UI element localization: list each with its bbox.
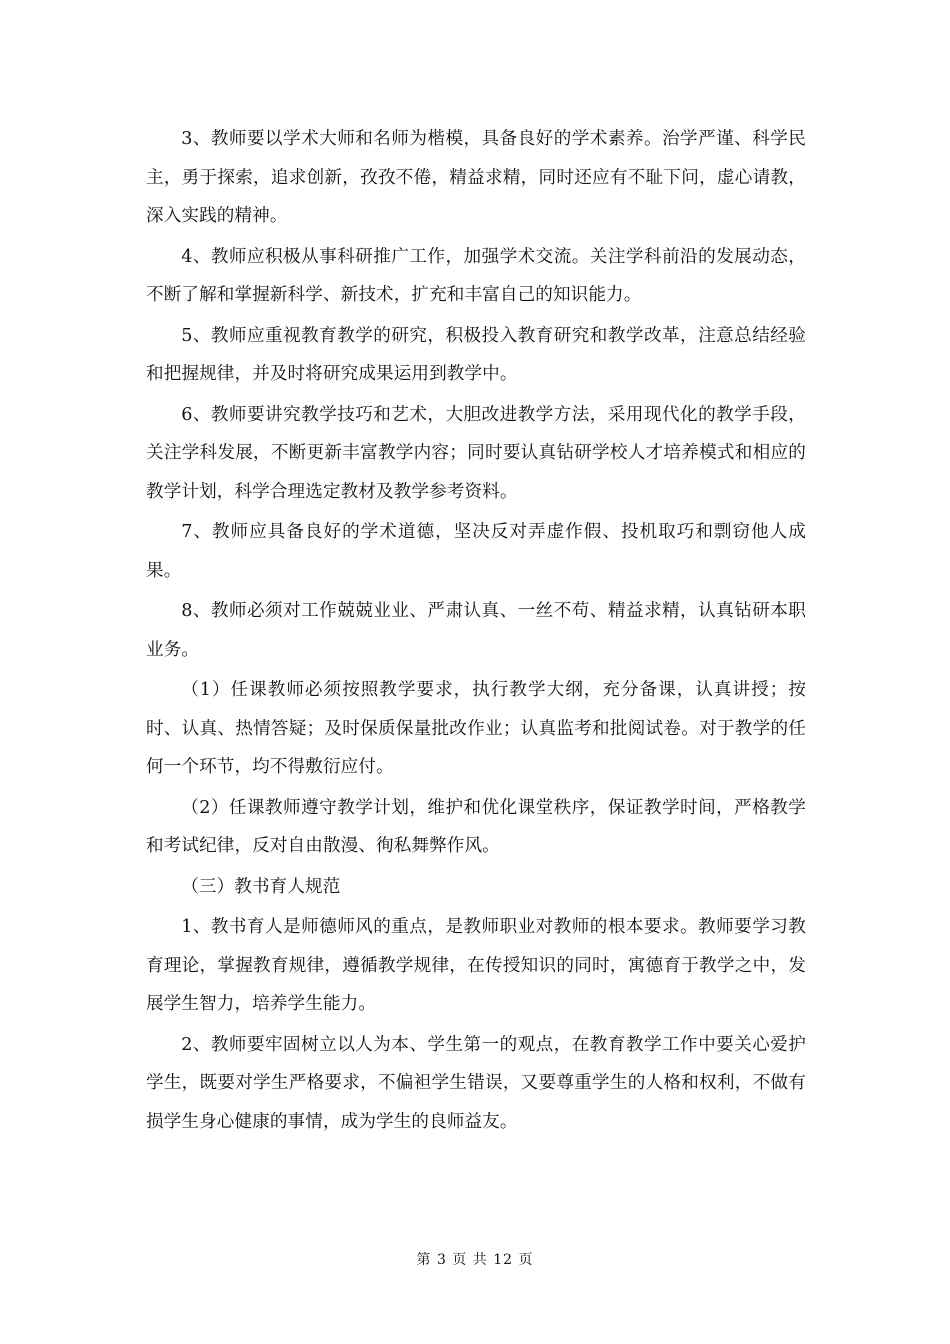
paragraph-section3-item-2: 2、教师要牢固树立以人为本、学生第一的观点，在教育教学工作中要关心爱护学生，既要对学生严格要求，不偏袒学生错误，又要尊重学生的人格和权利，不做有损学生身心健康的事情，成为学生的良师益友。 bbox=[146, 1034, 806, 1132]
paragraph-item-5: 5、教师应重视教育教学的研究，积极投入教育研究和教学改革，注意总结经验和把握规律，并及时将研究成果运用到教学中。 bbox=[146, 325, 806, 384]
paragraph-subitem-2: （2）任课教师遵守教学计划，维护和优化课堂秩序，保证教学时间，严格教学和考试纪律，反对自由散漫、徇私舞弊作风。 bbox=[146, 797, 806, 856]
section-heading: （三）教书育人规范 bbox=[181, 876, 341, 897]
paragraph-item-6: 6、教师要讲究教学技巧和艺术，大胆改进教学方法，采用现代化的教学手段，关注学科发展，不断更新丰富教学内容；同时要认真钻研学校人才培养模式和相应的教学计划，科学合理选定教材及教学参考资料。 bbox=[146, 404, 806, 502]
paragraph-section3-item-1: 1、教书育人是师德师风的重点，是教师职业对教师的根本要求。教师要学习教育理论，掌握教育规律，遵循教学规律，在传授知识的同时，寓德育于教学之中，发展学生智力，培养学生能力。 bbox=[146, 917, 806, 1014]
paragraph-item-4: 4、教师应积极从事科研推广工作，加强学术交流。关注学科前沿的发展动态，不断了解和掌握新科学、新技术，扩充和丰富自己的知识能力。 bbox=[146, 246, 806, 305]
paragraph-item-3: 3、教师要以学术大师和名师为楷模，具备良好的学术素养。治学严谨、科学民主，勇于探索，追求创新，孜孜不倦，精益求精，同时还应有不耻下问，虚心请教，深入实践的精神。 bbox=[146, 129, 806, 226]
page-number-footer: 第 3 页 共 12 页 bbox=[416, 1252, 534, 1268]
paragraph-subitem-1: （1）任课教师必须按照教学要求，执行教学大纲，充分备课，认真讲授；按时、认真、热情答疑；及时保质保量批改作业；认真监考和批阅试卷。对于教学的任何一个环节，均不得敷衍应付。 bbox=[146, 680, 806, 777]
document-body bbox=[146, 120, 806, 1141]
paragraph-item-8: 8、教师必须对工作兢兢业业、严肃认真、一丝不苟、精益求精，认真钻研本职业务。 bbox=[146, 601, 806, 660]
paragraph-item-7: 7、教师应具备良好的学术道德，坚决反对弄虚作假、投机取巧和剽窃他人成果。 bbox=[146, 522, 806, 581]
